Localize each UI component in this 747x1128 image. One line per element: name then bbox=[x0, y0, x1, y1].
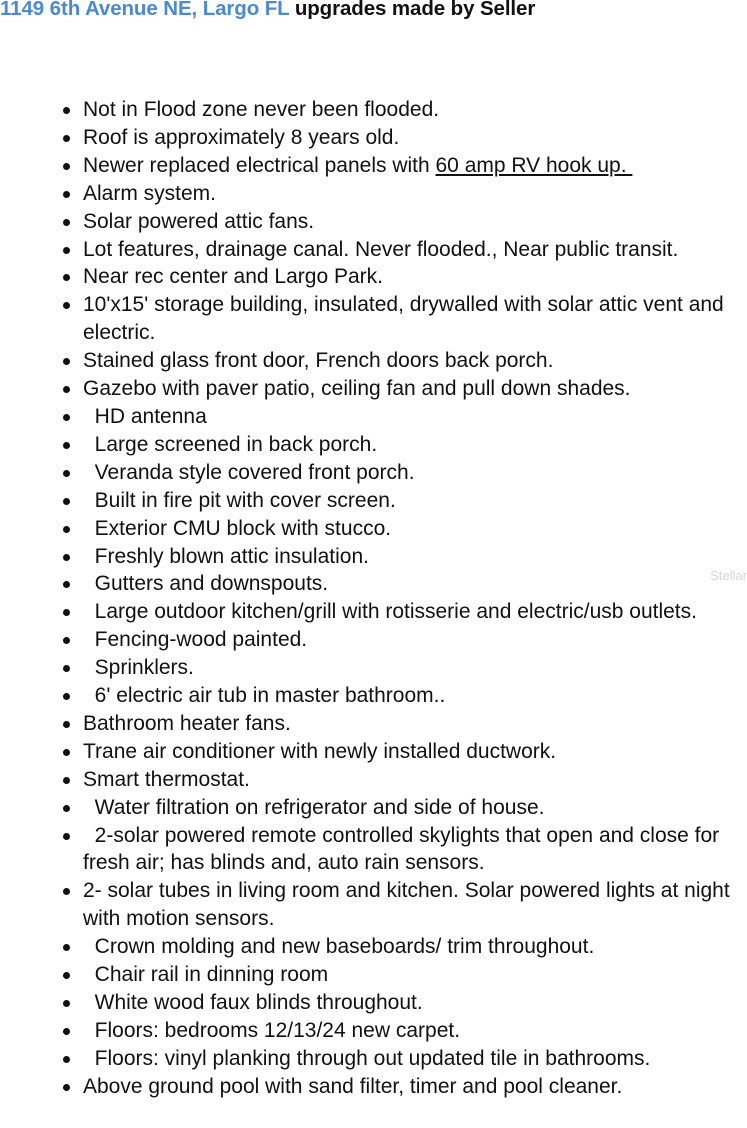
list-item: Floors: bedrooms 12/13/24 new carpet. bbox=[83, 1017, 743, 1045]
list-item: Above ground pool with sand filter, timer and pool cleaner. bbox=[83, 1073, 743, 1101]
list-item: Alarm system. bbox=[83, 180, 743, 208]
property-address: 1149 6th Avenue NE, Largo FL bbox=[0, 0, 290, 20]
list-item: 2-solar powered remote controlled skylights that open and close for fresh air; has blinds and, auto rain sensors. bbox=[83, 822, 743, 878]
upgrades-list bbox=[0, 96, 743, 1101]
list-item: Gutters and downspouts. bbox=[83, 570, 743, 598]
list-item: Fencing-wood painted. bbox=[83, 626, 743, 654]
electrical-text: Newer replaced electrical panels with bbox=[83, 153, 436, 177]
list-item: Veranda style covered front porch. bbox=[83, 459, 743, 487]
list-item: White wood faux blinds throughout. bbox=[83, 989, 743, 1017]
list-item: Built in fire pit with cover screen. bbox=[83, 487, 743, 515]
list-item: Lot features, drainage canal. Never flooded., Near public transit. bbox=[83, 236, 743, 264]
list-item: Crown molding and new baseboards/ trim throughout. bbox=[83, 933, 743, 961]
list-item-electrical bbox=[83, 152, 743, 180]
list-item: 10'x15' storage building, insulated, drywalled with solar attic vent and electric. bbox=[83, 291, 743, 347]
list-item: Water filtration on refrigerator and side of house. bbox=[83, 794, 743, 822]
list-item: Large screened in back porch. bbox=[83, 431, 743, 459]
title-suffix: upgrades made by Seller bbox=[289, 0, 536, 20]
rv-hookup-link[interactable]: 60 amp RV hook up. bbox=[435, 153, 633, 177]
list-item: Bathroom heater fans. bbox=[83, 710, 743, 738]
list-item: Floors: vinyl planking through out updated tile in bathrooms. bbox=[83, 1045, 743, 1073]
list-item: Sprinklers. bbox=[83, 654, 743, 682]
list-item: Smart thermostat. bbox=[83, 766, 743, 794]
list-item: 6' electric air tub in master bathroom.. bbox=[83, 682, 743, 710]
list-item: Freshly blown attic insulation. bbox=[83, 543, 743, 571]
list-item: Stained glass front door, French doors back porch. bbox=[83, 347, 743, 375]
watermark: Stellar bbox=[710, 568, 747, 583]
list-item: Large outdoor kitchen/grill with rotisserie and electric/usb outlets. bbox=[83, 598, 743, 626]
list-item: Gazebo with paver patio, ceiling fan and pull down shades. bbox=[83, 375, 743, 403]
list-item: Solar powered attic fans. bbox=[83, 208, 743, 236]
page-title bbox=[0, 0, 535, 21]
list-item: Not in Flood zone never been flooded. bbox=[83, 96, 743, 124]
list-item: 2- solar tubes in living room and kitchen. Solar powered lights at night with motion sensors. bbox=[83, 877, 743, 933]
list-item: Roof is approximately 8 years old. bbox=[83, 124, 743, 152]
list-item: Chair rail in dinning room bbox=[83, 961, 743, 989]
list-item: Trane air conditioner with newly installed ductwork. bbox=[83, 738, 743, 766]
list-item: HD antenna bbox=[83, 403, 743, 431]
list-item: Exterior CMU block with stucco. bbox=[83, 515, 743, 543]
list-item: Near rec center and Largo Park. bbox=[83, 263, 743, 291]
